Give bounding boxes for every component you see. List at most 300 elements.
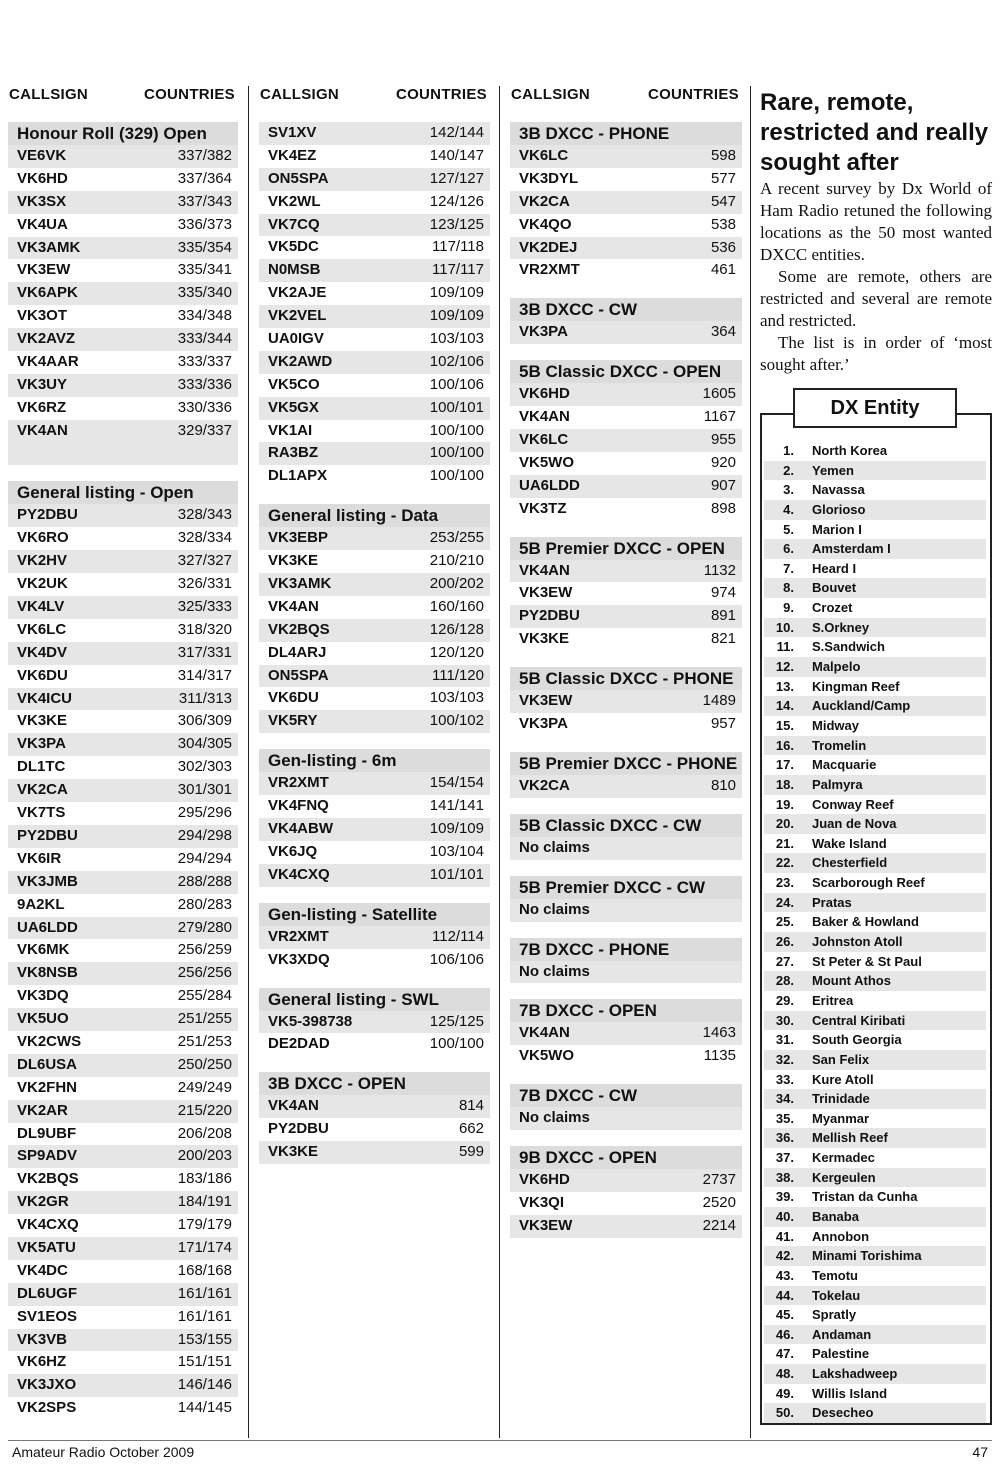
table-row [8, 374, 238, 397]
countries-count: 333/344 [177, 330, 232, 348]
table-row [8, 168, 238, 191]
countries-count: 336/373 [177, 215, 232, 233]
section-title: General listing - Data [259, 504, 490, 527]
countries-count: 294/294 [177, 849, 232, 867]
dx-rank: 46. [775, 1326, 794, 1342]
dx-rank: 13. [775, 678, 794, 694]
callsign: VK6HD [17, 169, 68, 187]
dx-rank: 22. [775, 855, 794, 871]
section-rows [259, 772, 490, 886]
dx-rank: 5. [783, 521, 794, 537]
dx-entity-row [764, 912, 986, 932]
listing-section [510, 876, 742, 922]
table-row [8, 1237, 238, 1260]
countries-count: 306/309 [177, 712, 232, 730]
callsign: SV1XV [268, 124, 317, 141]
table-row [510, 191, 742, 214]
article-column [760, 86, 992, 376]
dx-entity-row [764, 775, 986, 795]
callsign: VK8NSB [17, 964, 78, 982]
table-row [8, 825, 238, 848]
column-header [259, 86, 490, 110]
countries-count: 117/118 [432, 238, 484, 256]
countries-count: 328/334 [177, 529, 232, 547]
countries-count: 314/317 [177, 666, 232, 684]
callsign: VK4UA [17, 215, 68, 233]
no-claims-note: No claims [510, 961, 742, 984]
dx-entity-row [764, 1030, 986, 1050]
dx-rank: 31. [775, 1032, 794, 1048]
dx-rank: 1. [783, 443, 794, 458]
callsign: VK3VB [17, 1330, 68, 1348]
section-rows [259, 1011, 490, 1057]
callsign: VE6VK [17, 147, 67, 164]
dx-rank: 30. [775, 1012, 794, 1028]
countries-count: 256/256 [177, 964, 232, 982]
callsign: UA0IGV [268, 330, 324, 348]
table-row [510, 1169, 742, 1192]
callsign: VK4CXQ [17, 1216, 79, 1234]
callsign: VK4ICU [17, 689, 73, 707]
callsign: VK5CO [268, 375, 320, 393]
section-rows [510, 383, 742, 520]
dx-entity-name: Midway [812, 717, 859, 733]
dx-rank: 6. [783, 541, 794, 557]
countries-count: 907 [710, 476, 736, 494]
callsign: VK3TZ [519, 499, 567, 517]
dx-entity-row [764, 1384, 986, 1404]
table-row [259, 259, 490, 282]
callsign: UA6LDD [17, 918, 78, 936]
callsign: VK3UY [17, 375, 68, 393]
callsign: VK2DEJ [519, 238, 578, 256]
table-row [8, 397, 238, 420]
countries-count: 327/327 [177, 552, 232, 570]
dx-entity-row [764, 1050, 986, 1070]
dx-rank: 8. [783, 580, 794, 596]
countries-count: 183/186 [177, 1170, 232, 1188]
dx-entity-name: Trinidade [812, 1091, 870, 1107]
dx-entity-name: Marion I [812, 521, 862, 537]
dx-entity-row [764, 598, 986, 618]
table-row [8, 1191, 238, 1214]
table-row [510, 605, 742, 628]
countries-count: 337/343 [177, 192, 232, 210]
table-row [510, 383, 742, 406]
dx-entity-name: Johnston Atoll [812, 934, 903, 950]
article-headline: Rare, remote, restricted and really sought after [760, 89, 989, 176]
table-row [510, 628, 742, 651]
callsign: PY2DBU [17, 826, 78, 844]
callsign: VK4LV [17, 598, 65, 616]
table-row [259, 642, 490, 665]
dx-entity-name: Desecheo [812, 1405, 874, 1421]
table-row [510, 259, 742, 282]
callsign: VK4EZ [268, 146, 317, 164]
callsign: VK2UK [17, 575, 68, 593]
callsign-header: CALLSIGN [9, 86, 89, 103]
callsign: VK2FHN [17, 1078, 78, 1096]
callsign: VK7TS [17, 804, 66, 822]
dx-entity-row [764, 1344, 986, 1364]
callsign: VK3SX [17, 192, 67, 210]
dx-entity-title: DX Entity [793, 388, 957, 428]
blank-row [8, 443, 238, 466]
dx-entity-row [764, 539, 986, 559]
dx-entity-row [764, 677, 986, 697]
table-row [510, 1215, 742, 1238]
table-row [259, 145, 490, 168]
countries-count: 821 [710, 630, 736, 648]
callsign: VK3DQ [17, 987, 69, 1005]
dx-rank: 19. [775, 796, 794, 812]
dx-entity-name: Scarborough Reef [812, 875, 925, 891]
dx-entity-name: Willis Island [812, 1385, 888, 1401]
callsign: VK3EW [17, 261, 71, 279]
dx-rank: 44. [775, 1287, 794, 1303]
countries-count: 103/103 [429, 689, 484, 707]
section-title: 5B Premier DXCC - OPEN [510, 537, 742, 560]
table-row [8, 1145, 238, 1168]
section-title: Gen-listing - 6m [259, 749, 490, 772]
countries-count: 179/179 [177, 1216, 232, 1234]
callsign: VK6LC [17, 620, 67, 638]
dx-entity-row [764, 952, 986, 972]
section-title: 7B DXCC - CW [510, 1084, 742, 1107]
table-row [510, 214, 742, 237]
dx-entity-name: Kermadec [812, 1150, 875, 1166]
table-row [510, 582, 742, 605]
countries-count: 127/127 [429, 169, 484, 187]
table-row [8, 894, 238, 917]
countries-count: 256/259 [177, 941, 232, 959]
countries-count: 311/313 [178, 689, 232, 707]
dx-entity-name: Myanmar [812, 1110, 870, 1126]
footer-page-number: 47 [972, 1444, 988, 1460]
callsign: VR2XMT [268, 927, 329, 945]
dx-entity-name: Kergeulen [812, 1169, 876, 1185]
table-row [8, 1008, 238, 1031]
callsign: VK6RO [17, 529, 69, 547]
countries-count: 301/301 [177, 781, 232, 799]
countries-count: 957 [710, 715, 736, 733]
listing-section [510, 1084, 742, 1130]
countries-count: 662 [458, 1120, 484, 1138]
section-rows [8, 145, 238, 465]
countries-count: 253/255 [429, 529, 484, 547]
dx-entity-name: Conway Reef [812, 796, 894, 812]
callsign: PY2DBU [268, 1120, 329, 1138]
countries-count: 295/296 [177, 804, 232, 822]
dx-entity-name: Tromelin [812, 737, 867, 753]
table-row [510, 237, 742, 260]
dx-entity-name: San Felix [812, 1051, 870, 1067]
callsign: VK7CQ [268, 215, 320, 233]
callsign: RA3BZ [268, 444, 319, 462]
table-row [510, 452, 742, 475]
section-title: 5B Classic DXCC - PHONE [510, 667, 742, 690]
listing-section [259, 504, 490, 733]
callsign: VK2SPS [17, 1399, 77, 1417]
callsign: SV1EOS [17, 1307, 78, 1325]
callsign: VK2WL [268, 192, 321, 210]
table-row [259, 1033, 490, 1056]
table-row [8, 1306, 238, 1329]
countries-count: 146/146 [177, 1376, 232, 1394]
countries-count: 106/106 [429, 950, 484, 968]
countries-count: 333/336 [177, 375, 232, 393]
dx-entity-name: Minami Torishima [812, 1248, 922, 1264]
listing-section [259, 749, 490, 886]
callsign: VK6DU [268, 689, 319, 707]
countries-count: 109/109 [429, 307, 484, 325]
section-title: General listing - Open [8, 481, 238, 504]
table-row [259, 864, 490, 887]
table-row [510, 498, 742, 521]
countries-count: 100/102 [429, 712, 484, 730]
callsign: N0MSB [268, 261, 321, 279]
footer-publication: Amateur Radio October 2009 [12, 1444, 195, 1460]
callsign: PY2DBU [519, 607, 580, 625]
listing-section [8, 122, 238, 465]
callsign: UA6LDD [519, 476, 580, 494]
callsign: VK4FNQ [268, 797, 329, 815]
table-row [259, 818, 490, 841]
countries-count: 123/125 [429, 215, 484, 233]
dx-entity-name: Bouvet [812, 580, 857, 596]
callsign-header: CALLSIGN [511, 86, 591, 103]
table-row [8, 1397, 238, 1420]
countries-count: 598 [710, 147, 736, 164]
countries-count: 210/210 [429, 552, 484, 570]
section-title: 9B DXCC - OPEN [510, 1146, 742, 1169]
table-row [8, 351, 238, 374]
countries-count: 141/141 [429, 797, 484, 815]
callsign: VK4AN [519, 1024, 570, 1042]
table-row [259, 687, 490, 710]
dx-entity-row [764, 1266, 986, 1286]
table-row [8, 1100, 238, 1123]
section-title: 3B DXCC - CW [510, 298, 742, 321]
dx-rank: 20. [775, 816, 794, 832]
countries-count: 337/364 [177, 169, 232, 187]
dx-entity-name: Kure Atoll [812, 1071, 874, 1087]
listing-section [510, 938, 742, 984]
table-row [8, 710, 238, 733]
table-row [8, 642, 238, 665]
callsign: VK2CA [519, 192, 570, 210]
callsign: VK4AN [17, 421, 68, 439]
article-paragraph: A recent survey by Dx World of Ham Radio retuned the following locations as the 50 most wanted DXCC entities. [760, 179, 992, 264]
callsign: VK3PA [519, 323, 568, 341]
callsign: VK3QI [519, 1194, 565, 1212]
table-row [8, 939, 238, 962]
callsign: VK3AMK [268, 575, 332, 593]
dx-entity-row [764, 1089, 986, 1109]
table-row [259, 1011, 490, 1034]
countries-count: 206/208 [177, 1124, 232, 1142]
dx-rank: 35. [775, 1110, 794, 1126]
listing-section [259, 122, 490, 488]
countries-count: 100/100 [429, 467, 484, 485]
dx-entity-row [764, 1246, 986, 1266]
listing-section [510, 667, 742, 736]
callsign: VK3JMB [17, 872, 78, 890]
dx-entity-row [764, 1070, 986, 1090]
section-rows [259, 926, 490, 972]
listing-section [510, 537, 742, 652]
listing-section [259, 903, 490, 972]
dx-entity-row [764, 657, 986, 677]
no-claims-note: No claims [510, 899, 742, 922]
section-rows [510, 321, 742, 344]
table-row [510, 321, 742, 344]
table-row [8, 1031, 238, 1054]
callsign: DL9UBF [17, 1124, 77, 1142]
dx-rank: 17. [775, 757, 794, 773]
countries-count: 250/250 [177, 1055, 232, 1073]
table-row [259, 191, 490, 214]
callsign: DL1APX [268, 467, 328, 485]
table-row [8, 1374, 238, 1397]
countries-count: 302/303 [177, 758, 232, 776]
dx-entity-name: Temotu [812, 1267, 858, 1283]
countries-count: 200/203 [177, 1147, 232, 1165]
callsign: VK6IR [17, 849, 62, 867]
listing-section [510, 360, 742, 520]
callsign: VK5DC [268, 238, 319, 256]
countries-count: 153/155 [177, 1330, 232, 1348]
listing-section [510, 752, 742, 798]
section-title: General listing - SWL [259, 988, 490, 1011]
dx-entity-row [764, 1207, 986, 1227]
dx-entity-row [764, 1187, 986, 1207]
countries-count: 154/154 [429, 774, 484, 792]
dx-entity-name: Juan de Nova [812, 816, 897, 832]
table-row [259, 122, 490, 145]
countries-count: 814 [458, 1097, 484, 1115]
listing-section [510, 814, 742, 860]
countries-count: 142/144 [429, 124, 484, 141]
listing-section [510, 298, 742, 344]
dx-entity-name: Tokelau [812, 1287, 861, 1303]
dx-entity-row [764, 1403, 986, 1423]
callsign: VK5GX [268, 398, 319, 416]
callsign: VK2AJE [268, 284, 327, 302]
section-rows [510, 690, 742, 736]
countries-count: 100/106 [429, 375, 484, 393]
callsign: DL1TC [17, 758, 66, 776]
dx-entity-name: Spratly [812, 1307, 857, 1323]
callsign: VK6HD [519, 385, 570, 403]
countries-count: 538 [710, 215, 736, 233]
dx-rank: 28. [775, 973, 794, 989]
callsign: ON5SPA [268, 666, 329, 684]
countries-count: 810 [710, 776, 736, 794]
dx-entity-row [764, 834, 986, 854]
callsign: VK4AN [268, 597, 319, 615]
dx-entity-name: Eritrea [812, 992, 854, 1008]
table-row [8, 688, 238, 711]
dx-rank: 14. [775, 698, 794, 714]
table-row [259, 168, 490, 191]
dx-rank: 36. [775, 1130, 794, 1146]
table-row [259, 772, 490, 795]
section-title: 5B Premier DXCC - PHONE [510, 752, 742, 775]
dx-rank: 15. [775, 717, 794, 733]
callsign: VK6RZ [17, 398, 67, 416]
table-row [8, 596, 238, 619]
listing-section [8, 481, 238, 1420]
countries-count: 161/161 [177, 1307, 232, 1325]
countries-count: 151/151 [177, 1353, 232, 1371]
dx-entity-row [764, 893, 986, 913]
countries-header: COUNTRIES [647, 86, 739, 103]
callsign: VK5UO [17, 1010, 69, 1028]
article-paragraph: Some are remote, others are restricted and several are remote and restricted. [760, 267, 992, 330]
dx-entity-name: Navassa [812, 482, 865, 498]
table-row [8, 420, 238, 443]
listing-section [510, 122, 742, 282]
table-row [259, 596, 490, 619]
table-row [259, 665, 490, 688]
table-row [8, 305, 238, 328]
table-row [8, 328, 238, 351]
section-title: Honour Roll (329) Open [8, 122, 238, 145]
dx-entity-name: Andaman [812, 1326, 872, 1342]
column-header [510, 86, 742, 110]
callsign: VK6LC [519, 147, 569, 164]
dx-entity-name: North Korea [812, 443, 888, 458]
countries-count: 100/100 [429, 421, 484, 439]
callsign: VK6HZ [17, 1353, 67, 1371]
countries-count: 100/101 [429, 398, 484, 416]
table-row [8, 214, 238, 237]
no-claims-note: No claims [510, 837, 742, 860]
table-row [8, 917, 238, 940]
countries-count: 2520 [702, 1194, 736, 1212]
section-rows [8, 504, 238, 1420]
dx-rank: 38. [775, 1169, 794, 1185]
table-row [8, 1214, 238, 1237]
dx-rank: 29. [775, 992, 794, 1008]
countries-count: 329/337 [177, 421, 232, 439]
countries-count: 161/161 [177, 1284, 232, 1302]
countries-count: 547 [710, 192, 736, 210]
callsign: VK2VEL [268, 307, 327, 325]
callsign: VK3KE [268, 1143, 319, 1161]
countries-count: 251/255 [177, 1010, 232, 1028]
dx-entity-name: Tristan da Cunha [812, 1189, 918, 1205]
callsign: SP9ADV [17, 1147, 78, 1165]
dx-entity-row [764, 696, 986, 716]
listing-section [259, 1072, 490, 1164]
listing-column-2 [259, 86, 490, 1164]
table-row [259, 527, 490, 550]
dx-entity-name: Auckland/Camp [812, 698, 911, 714]
listing-section [510, 1146, 742, 1238]
countries-count: 1605 [702, 385, 736, 403]
column-divider [248, 86, 249, 1438]
callsign: VK3KE [519, 630, 570, 648]
dx-entity-row [764, 932, 986, 952]
countries-count: 1463 [702, 1024, 736, 1042]
table-row [259, 328, 490, 351]
table-row [259, 351, 490, 374]
countries-count: 111/120 [432, 666, 484, 684]
dx-rank: 41. [775, 1228, 794, 1244]
table-row [259, 710, 490, 733]
